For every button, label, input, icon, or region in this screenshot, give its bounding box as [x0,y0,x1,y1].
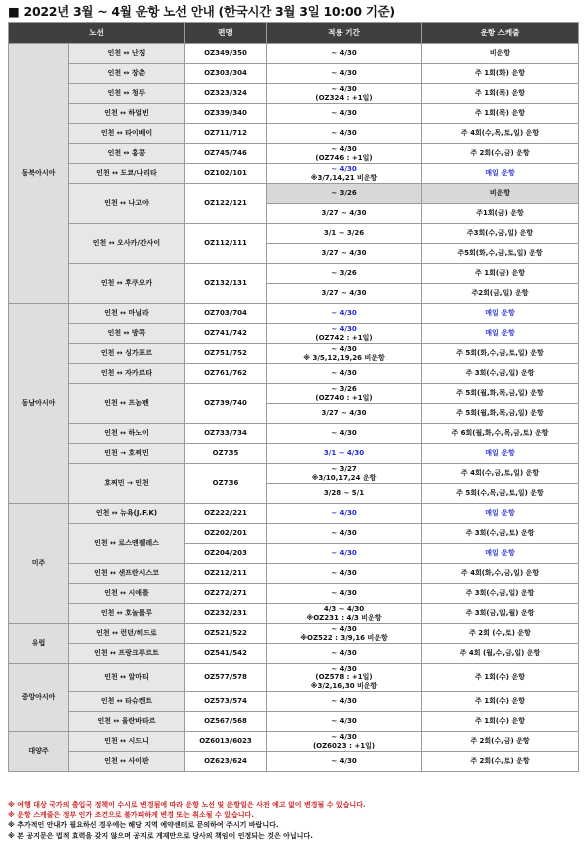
period-line: ※OZ522 : 3/9,16 비운항 [300,633,388,642]
route-cell: 인천 ↔ 울란바타르 [69,712,185,732]
table-row [9,644,579,664]
period-line: ~ 4/30 [331,649,357,658]
route-cell: 인천 ↔ 프놈펜 [69,384,185,424]
route-cell: 인천 ↔ 프랑크푸르트 [69,644,185,664]
period-line: ~ 4/30 [331,664,357,673]
period-cell [267,444,422,464]
period-line: ~ 4/30 [331,165,357,173]
flight-cell: OZ339/340 [185,104,267,124]
table-row [9,664,579,692]
period-line: 3/1 ~ 3/26 [323,229,365,238]
period-cell [267,584,422,604]
route-cell: 인천 ↔ 방콕 [69,324,185,344]
schedule-cell: 주 3회(수,금,일) 운항 [422,364,579,384]
period-line: ~ 4/30 [331,569,357,578]
period-cell [267,304,422,324]
period-cell [267,204,422,224]
table-row [9,584,579,604]
flight-cell: OZ703/704 [185,304,267,324]
period-cell [267,504,422,524]
table-row [9,712,579,732]
region-cell: 대양주 [9,732,69,772]
table-row [9,264,579,284]
schedule-body [9,44,579,772]
table-row [9,564,579,584]
schedule-cell: 매일 운항 [422,324,579,344]
schedule-cell: 매일 운항 [422,444,579,464]
period-line: 3/27 ~ 4/30 [321,209,367,218]
schedule-cell: 주 3회(수,금,토) 운항 [422,524,579,544]
period-cell [267,84,422,104]
period-cell [267,544,422,564]
period-cell [267,124,422,144]
period-line: ~ 4/30 [331,309,357,318]
table-row [9,224,579,244]
region-cell: 동북아시아 [9,44,69,304]
route-cell: 인천 ↔ 장춘 [69,64,185,84]
flight-cell: OZ204/203 [185,544,267,564]
period-cell [267,384,422,404]
period-line: ~ 4/30 [331,129,357,138]
schedule-cell: 매일 운항 [422,504,579,524]
schedule-cell: 주 1회(목) 운항 [422,104,579,124]
period-cell [267,692,422,712]
note-line: ※ 운항 스케줄은 정부 인가 조건으로 불가피하게 변경 또는 취소될 수 있습니다. [8,811,254,820]
period-line: (OZ578 : +1일) [315,673,373,682]
schedule-cell: 주 5회(수,목,금,토,일) 운항 [422,484,579,504]
schedule-cell: 주 4회(수,목,토,일) 운항 [422,124,579,144]
period-line: (OZ6023 : +1일) [312,741,376,750]
schedule-cell: 매일 운항 [422,304,579,324]
flight-cell: OZ711/712 [185,124,267,144]
schedule-cell: 매일 운항 [422,544,579,564]
period-line: ~ 3/27 [331,465,357,473]
schedule-cell: 주 2회(수,금) 운항 [422,732,579,752]
period-cell [267,344,422,364]
period-cell [267,464,422,484]
period-cell [267,484,422,504]
flight-cell: OZ541/542 [185,644,267,664]
route-cell: 인천 ↔ 나고야 [69,184,185,224]
period-line: ~ 4/30 [331,625,357,633]
period-line: ~ 4/30 [331,49,357,58]
schedule-cell: 주 1회(목) 운항 [422,84,579,104]
period-cell [267,104,422,124]
period-cell [267,644,422,664]
flight-cell: OZ202/201 [185,524,267,544]
flight-cell: OZ567/568 [185,712,267,732]
period-cell [267,364,422,384]
table-row [9,184,579,204]
period-line: (OZ742 : +1일) [315,333,373,342]
period-line: ~ 4/30 [331,509,357,518]
period-line: ~ 3/26 [331,385,357,393]
flight-cell: OZ112/111 [185,224,267,264]
flight-cell: OZ6013/6023 [185,732,267,752]
period-line: ~ 4/30 [331,733,357,741]
route-cell: 인천 ↔ 시애틀 [69,584,185,604]
flight-cell: OZ303/304 [185,64,267,84]
schedule-cell: 주 5회(화,수,금,토,일) 운항 [422,344,579,364]
schedule-cell: 주 6회(월,화,수,목,금,토) 운항 [422,424,579,444]
period-line: ~ 4/30 [331,325,357,333]
table-row [9,752,579,772]
schedule-cell: 주 1회(수) 운항 [422,692,579,712]
schedule-cell: 주3회(수,금,일) 운항 [422,224,579,244]
schedule-cell: 주 2회(수,금) 운항 [422,144,579,164]
schedule-cell: 주 5회(월,화,목,금,일) 운항 [422,384,579,404]
schedule-cell: 주 1회(수) 운항 [422,664,579,692]
flight-cell: OZ741/742 [185,324,267,344]
period-line: ※ 3/5,12,19,26 비운항 [303,353,385,362]
period-cell [267,624,422,644]
schedule-cell: 주 1회(금) 운항 [422,264,579,284]
period-line: 3/27 ~ 4/30 [321,289,367,298]
route-cell: 인천 ↔ 후쿠오카 [69,264,185,304]
period-line: ※OZ231 : 4/3 비운항 [306,613,382,622]
period-line: 3/27 ~ 4/30 [321,249,367,258]
period-line: ~ 4/30 [331,145,357,153]
route-cell: 인천 ↔ 뉴욕(J.F.K) [69,504,185,524]
flight-cell: OZ751/752 [185,344,267,364]
flight-cell: OZ272/271 [185,584,267,604]
period-cell [267,564,422,584]
flight-cell: OZ349/350 [185,44,267,64]
period-cell [267,524,422,544]
period-cell [267,144,422,164]
flight-cell: OZ733/734 [185,424,267,444]
header-schedule: 운항 스케줄 [422,23,579,44]
route-cell: 인천 → 호찌민 [69,444,185,464]
schedule-cell: 주 4회(화,수,금,일) 운항 [422,564,579,584]
table-row [9,444,579,464]
route-cell: 인천 ↔ 런던/히드로 [69,624,185,644]
route-cell: 인천 ↔ 자카르타 [69,364,185,384]
table-row [9,504,579,524]
period-cell [267,264,422,284]
flight-cell: OZ739/740 [185,384,267,424]
period-line: ※3/10,17,24 운항 [311,473,377,482]
period-line: ~ 4/30 [331,69,357,78]
table-row [9,364,579,384]
period-cell [267,752,422,772]
route-cell: 인천 ↔ 타이베이 [69,124,185,144]
period-line: ~ 4/30 [331,369,357,378]
route-cell: 인천 ↔ 하얼빈 [69,104,185,124]
period-cell [267,424,422,444]
period-cell [267,284,422,304]
table-header-row [9,23,579,44]
flight-cell: OZ745/746 [185,144,267,164]
header-route: 노선 [9,23,185,44]
period-line: (OZ746 : +1일) [315,153,373,162]
period-cell [267,244,422,264]
route-cell: 호찌민 → 인천 [69,464,185,504]
header-flight: 편명 [185,23,267,44]
table-row [9,604,579,624]
flight-cell: OZ623/624 [185,752,267,772]
region-cell: 중앙아시아 [9,664,69,732]
table-row [9,624,579,644]
period-line: ※3/7,14,21 비운항 [310,173,378,182]
period-cell [267,164,422,184]
header-period: 적용 기간 [267,23,422,44]
schedule-cell: 주 2회(수,토) 운항 [422,752,579,772]
route-cell: 인천 ↔ 난징 [69,44,185,64]
period-line: 3/1 ~ 4/30 [323,449,365,458]
period-line: (OZ740 : +1일) [315,393,373,402]
period-cell [267,404,422,424]
period-line: ~ 4/30 [331,529,357,538]
route-cell: 인천 ↔ 홍콩 [69,144,185,164]
schedule-cell: 주 1회(수) 운항 [422,712,579,732]
table-row [9,464,579,484]
period-line: ~ 4/30 [331,589,357,598]
note-line: ※ 여행 대상 국가의 출입국 정책이 수시로 변경됨에 따라 운항 노선 및 운항일은 사전 예고 없이 변경될 수 있습니다. [8,801,366,809]
table-row [9,84,579,104]
table-row [9,304,579,324]
period-cell [267,732,422,752]
period-line: ~ 4/30 [331,697,357,706]
flight-cell: OZ735 [185,444,267,464]
period-line: ~ 4/30 [331,717,357,726]
route-cell: 인천 ↔ 하노이 [69,424,185,444]
schedule-cell: 주2회(금,일) 운항 [422,284,579,304]
table-row [9,64,579,84]
period-line: 4/3 ~ 4/30 [323,605,365,613]
schedule-table [8,22,579,772]
route-cell: 인천 ↔ 싱가포르 [69,344,185,364]
period-line: 3/27 ~ 4/30 [321,409,367,418]
notes [8,800,580,841]
region-cell: 유럽 [9,624,69,664]
period-line: ~ 3/26 [331,189,357,198]
route-cell: 인천 ↔ 청두 [69,84,185,104]
flight-cell: OZ577/578 [185,664,267,692]
period-line: 3/28 ~ 5/1 [323,489,365,498]
flight-cell: OZ761/762 [185,364,267,384]
flight-cell: OZ521/522 [185,624,267,644]
table-row [9,44,579,64]
flight-cell: OZ102/101 [185,164,267,184]
flight-cell: OZ573/574 [185,692,267,712]
period-cell [267,224,422,244]
route-cell: 인천 ↔ 타슈켄트 [69,692,185,712]
schedule-cell: 주 4회 (월,수,금,일) 운항 [422,644,579,664]
note-line: ※ 본 공지문은 법적 효력을 갖지 않으며 공지로 게재만으로 당사의 책임이 인정되는 것은 아닙니다. [8,831,313,840]
table-row [9,344,579,364]
period-cell [267,64,422,84]
table-row [9,144,579,164]
route-cell: 인천 ↔ 마닐라 [69,304,185,324]
flight-cell: OZ232/231 [185,604,267,624]
table-row [9,104,579,124]
schedule-cell: 주 1회(화) 운항 [422,64,579,84]
flight-cell: OZ736 [185,464,267,504]
flight-cell: OZ222/221 [185,504,267,524]
period-line: ~ 4/30 [331,429,357,438]
flight-cell: OZ212/211 [185,564,267,584]
period-cell [267,604,422,624]
schedule-cell: 주 3회(수,금,일) 운항 [422,584,579,604]
route-cell: 인천 ↔ 오사카/간사이 [69,224,185,264]
schedule-cell: 비운항 [422,44,579,64]
schedule-cell: 비운항 [422,184,579,204]
route-cell: 인천 ↔ 시드니 [69,732,185,752]
schedule-cell: 주 4회(수,금,토,일) 운항 [422,464,579,484]
table-row [9,524,579,544]
period-cell [267,324,422,344]
schedule-cell: 주 3회(금,일,월) 운항 [422,604,579,624]
table-row [9,384,579,404]
region-cell: 미주 [9,504,69,624]
route-cell: 인천 ↔ 샌프란시스코 [69,564,185,584]
period-line: ~ 4/30 [331,549,357,558]
period-cell [267,44,422,64]
route-cell: 인천 ↔ 도쿄/나리타 [69,164,185,184]
region-cell: 동남아시아 [9,304,69,504]
flight-cell: OZ132/131 [185,264,267,304]
route-cell: 인천 ↔ 알마티 [69,664,185,692]
period-line: ~ 3/26 [331,269,357,278]
period-line: ~ 4/30 [331,85,357,93]
period-line: ~ 4/30 [331,757,357,766]
table-row [9,124,579,144]
period-line: ~ 4/30 [331,345,357,353]
table-row [9,324,579,344]
route-cell: 인천 ↔ 호놀룰루 [69,604,185,624]
period-cell [267,184,422,204]
flight-cell: OZ122/121 [185,184,267,224]
page-title: ■ 2022년 3월 ~ 4월 운항 노선 안내 (한국시간 3월 3일 10:00 기준) [8,4,395,19]
period-line: (OZ324 : +1일) [315,93,373,102]
schedule-cell: 주1회(금) 운항 [422,204,579,224]
route-cell: 인천 ↔ 로스앤젤레스 [69,524,185,564]
route-cell: 인천 ↔ 사이판 [69,752,185,772]
schedule-cell: 주 2회 (수,토) 운항 [422,624,579,644]
table-row [9,164,579,184]
table-row [9,692,579,712]
schedule-cell: 매일 운항 [422,164,579,184]
period-cell [267,664,422,692]
flight-cell: OZ323/324 [185,84,267,104]
schedule-cell: 주 5회(월,화,목,금,일) 운항 [422,404,579,424]
note-line: ※ 추가적인 안내가 필요하신 경우에는 해당 지역 예약센터로 문의하여 주시기 바랍니다. [8,821,279,830]
period-cell [267,712,422,732]
schedule-cell: 주5회(화,수,금,토,일) 운항 [422,244,579,264]
table-row [9,732,579,752]
table-row [9,424,579,444]
period-line: ※3/2,16,30 비운항 [310,681,378,690]
period-line: ~ 4/30 [331,109,357,118]
